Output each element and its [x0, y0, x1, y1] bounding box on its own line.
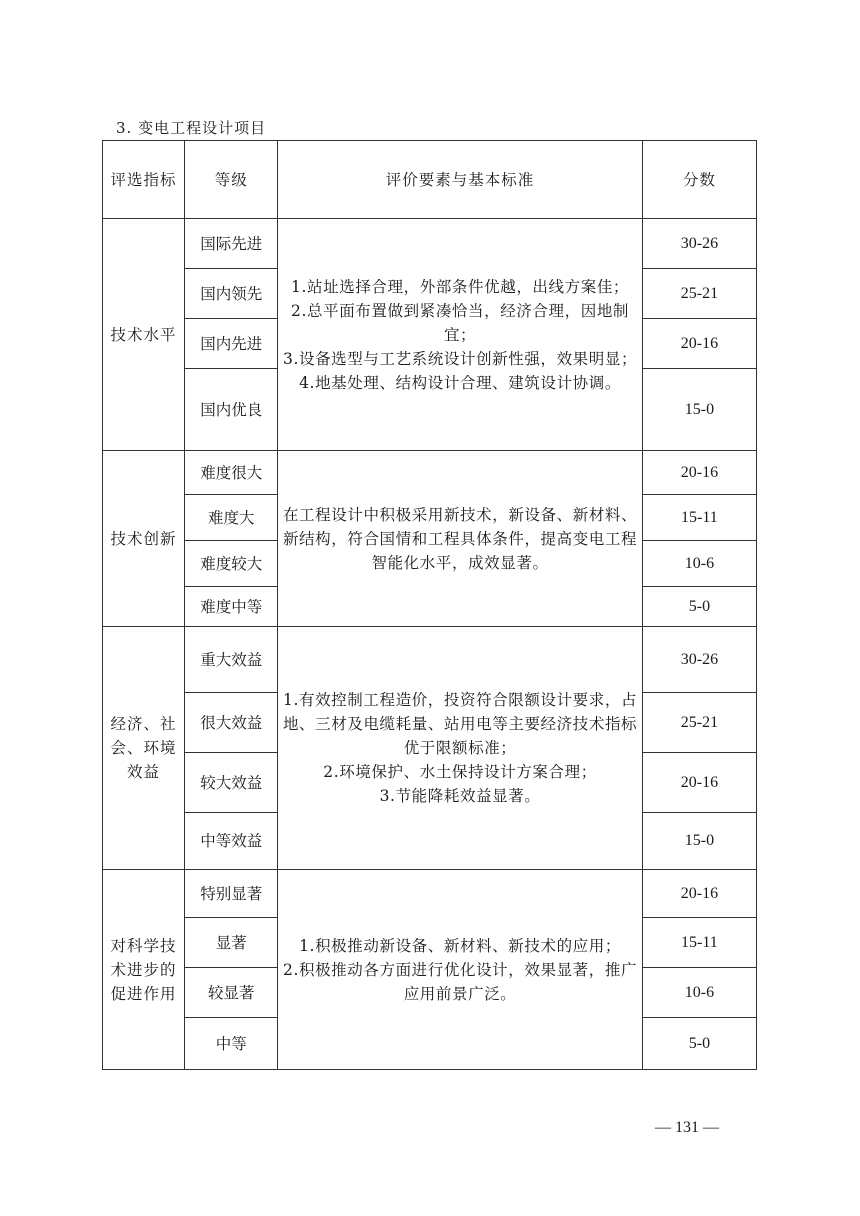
section-heading: 3. 变电工程设计项目	[116, 119, 267, 137]
level-cell: 国内领先	[185, 269, 278, 319]
standard-line: 3.节能降耗效益显著。	[379, 787, 541, 805]
standard-line: 1.有效控制工程造价，投资符合限额设计要求，占地、三材及电缆耗量、站用电等主要经济技术指标优于限额标准；	[282, 691, 638, 757]
level-cell: 国内优良	[185, 369, 278, 451]
level-cell: 较大效益	[185, 753, 278, 813]
score-cell: 10-6	[642, 968, 756, 1018]
criteria-cell: 对科学技术进步的促进作用	[103, 870, 185, 1070]
criteria-cell: 经济、社会、环境效益	[103, 627, 185, 870]
score-cell: 25-21	[642, 269, 756, 319]
level-cell: 很大效益	[185, 693, 278, 753]
standard-cell	[278, 451, 643, 627]
standard-line: 在工程设计中积极采用新技术，新设备、新材料、新结构，符合国情和工程具体条件，提高变电工程智能化水平，成效显著。	[282, 505, 638, 572]
level-cell: 难度较大	[185, 541, 278, 587]
standard-line: 2.环境保护、水土保持设计方案合理；	[323, 763, 597, 781]
level-cell: 国内先进	[185, 319, 278, 369]
standard-line: 2.积极推动各方面进行优化设计，效果显著，推广应用前景广泛。	[282, 960, 638, 1003]
criteria-cell: 技术创新	[103, 451, 185, 627]
standard-line: 1.站址选择合理，外部条件优越，出线方案佳；	[291, 277, 630, 296]
level-cell: 国际先进	[185, 219, 278, 269]
standard-line: 4.地基处理、结构设计合理、建筑设计协调。	[299, 373, 621, 392]
criteria-cell: 技术水平	[103, 219, 185, 451]
score-cell: 5-0	[642, 1018, 756, 1070]
score-cell: 15-11	[642, 918, 756, 968]
standard-line: 3.设备选型与工艺系统设计创新性强，效果明显；	[282, 349, 638, 368]
standard-line: 1.积极推动新设备、新材料、新技术的应用；	[299, 936, 621, 955]
page-number: — 131 —	[655, 1119, 719, 1136]
evaluation-table	[102, 140, 757, 1070]
score-cell: 20-16	[642, 870, 756, 918]
score-cell: 30-26	[642, 219, 756, 269]
table-row	[103, 870, 757, 918]
level-cell: 较显著	[185, 968, 278, 1018]
header-criteria: 评选指标	[103, 141, 185, 219]
score-cell: 10-6	[642, 541, 756, 587]
score-cell: 20-16	[642, 451, 756, 495]
standard-cell	[278, 219, 643, 451]
level-cell: 显著	[185, 918, 278, 968]
score-cell: 15-0	[642, 369, 756, 451]
level-cell: 中等	[185, 1018, 278, 1070]
score-cell: 25-21	[642, 693, 756, 753]
score-cell: 30-26	[642, 627, 756, 693]
header-level: 等级	[185, 141, 278, 219]
level-cell: 中等效益	[185, 813, 278, 870]
table-header-row	[103, 141, 757, 219]
level-cell: 重大效益	[185, 627, 278, 693]
table-row	[103, 451, 757, 495]
score-cell: 15-0	[642, 813, 756, 870]
header-standard: 评价要素与基本标准	[278, 141, 643, 219]
table-row	[103, 219, 757, 269]
score-cell: 15-11	[642, 495, 756, 541]
standard-cell	[278, 870, 643, 1070]
table-row	[103, 627, 757, 693]
standard-cell	[278, 627, 643, 870]
level-cell: 难度大	[185, 495, 278, 541]
header-score: 分数	[642, 141, 756, 219]
score-cell: 20-16	[642, 753, 756, 813]
level-cell: 特别显著	[185, 870, 278, 918]
level-cell: 难度中等	[185, 587, 278, 627]
score-cell: 5-0	[642, 587, 756, 627]
level-cell: 难度很大	[185, 451, 278, 495]
standard-line: 2.总平面布置做到紧凑恰当，经济合理，因地制宜；	[291, 301, 630, 344]
score-cell: 20-16	[642, 319, 756, 369]
